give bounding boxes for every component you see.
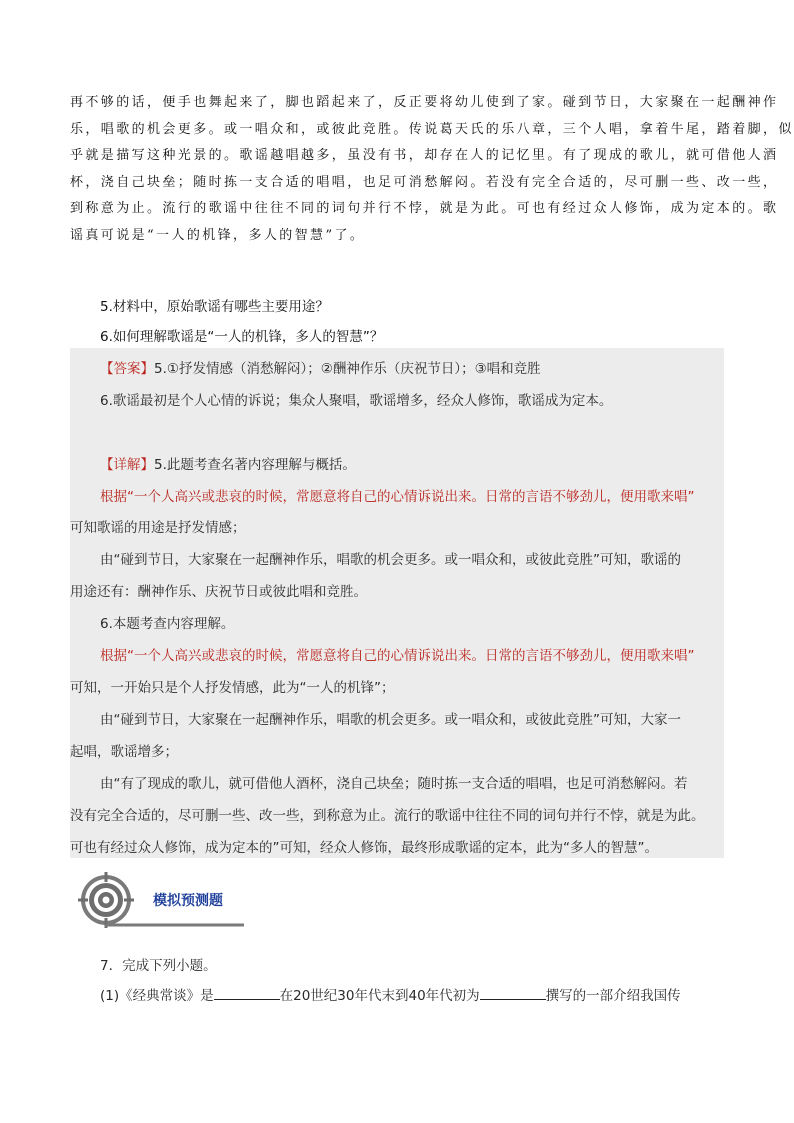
detail-tag: 【详解】 — [100, 457, 154, 473]
detail-line: 起唱，歌谣增多； — [70, 744, 178, 760]
detail-line: 由“有了现成的歌儿，就可借他人酒杯，浇自己块垒；随时拣一支合适的唱唱，也足可消愁解闷。若 — [100, 776, 688, 792]
detail-line: 用途还有：酬神作乐、庆祝节日或彼此唱和竞胜。 — [70, 584, 367, 600]
answer-blank[interactable] — [214, 986, 280, 1000]
answer-tag: 【答案】 — [100, 361, 154, 377]
detail-text: 5.此题考查名著内容理解与概括。 — [154, 457, 356, 473]
question-7-sub1 — [100, 984, 681, 1004]
passage-line: 乐，唱歌的机会更多。或一唱众和，或彼此竞胜。传说葛天氏的乐八章，三个人唱，拿着牛尾，踏着脚，似 — [70, 121, 794, 137]
sub1-part-b: 在20世纪30年代末到40年代初为 — [279, 988, 480, 1004]
section-title: 模拟预测题 — [153, 893, 223, 909]
detail-line: 6.本题考查内容理解。 — [100, 616, 235, 632]
reading-passage — [70, 90, 794, 249]
sub1-part-a: (1)《经典常谈》是 — [100, 988, 214, 1004]
sub1-part-c: 撰写的一部介绍我国传 — [545, 988, 681, 1004]
answer-text: 5.①抒发情感（消愁解闷）；②酬神作乐（庆祝节日）；③唱和竞胜 — [154, 361, 541, 377]
detail-line-1 — [100, 453, 356, 473]
passage-line: 杯，浇自己块垒；随时拣一支合适的唱唱，也足可消愁解闷。若没有完全合适的，尽可删一些、改一些， — [70, 174, 779, 190]
detail-line: 可知歌谣的用途是抒发情感； — [70, 520, 246, 536]
question-6: 6.如何理解歌谣是“一人的机锋，多人的智慧”？ — [100, 329, 384, 345]
passage-line: 再不够的话，便手也舞起来了，脚也蹈起来了，反正要将幼儿使到了家。碰到节日，大家聚在一起酬神作 — [70, 95, 779, 110]
detail-line: 没有完全合适的，尽可删一些、改一些，到称意为止。流行的歌谣中往往不同的词句并行不悖，就是为此。 — [70, 808, 705, 824]
passage-line: 到称意为止。流行的歌谣中往往不同的词句并行不悖，就是为此。可也有经过众人修饰，成为定本的。歌 — [70, 201, 779, 216]
answer-blank[interactable] — [480, 986, 546, 1000]
passage-line: 乎就是描写这种光景的。歌谣越唱越多，虽没有书，却存在人的记忆里。有了现成的歌儿，就可借他人酒 — [70, 148, 779, 163]
detail-line: 由“碰到节日，大家聚在一起酬神作乐，唱歌的机会更多。或一唱众和，或彼此竞胜”可知，歌谣的 — [100, 552, 681, 568]
answer-line-2: 6.歌谣最初是个人心情的诉说；集众人聚唱，歌谣增多，经众人修饰，歌谣成为定本。 — [100, 393, 613, 409]
detail-line: 由“碰到节日，大家聚在一起酬神作乐，唱歌的机会更多。或一唱众和，或彼此竞胜”可知，大家一 — [100, 712, 681, 728]
question-7-intro: 7．完成下列小题。 — [100, 958, 217, 974]
detail-line: 根据“一个人高兴或悲哀的时候，常愿意将自己的心情诉说出来。日常的言语不够劲儿，便用歌来唱” — [100, 489, 695, 505]
answer-line-1 — [100, 357, 541, 377]
detail-line: 根据“一个人高兴或悲哀的时候，常愿意将自己的心情诉说出来。日常的言语不够劲儿，便用歌来唱” — [100, 648, 695, 664]
detail-line: 可知，一开始只是个人抒发情感，此为“一人的机锋”； — [70, 680, 395, 696]
passage-line: 谣真可说是“一人的机锋，多人的智慧”了。 — [70, 227, 366, 243]
detail-line: 可也有经过众人修饰，成为定本的”可知，经众人修饰，最终形成歌谣的定本，此为“多人的智慧”。 — [70, 840, 658, 856]
question-5: 5.材料中，原始歌谣有哪些主要用途？ — [100, 299, 329, 315]
